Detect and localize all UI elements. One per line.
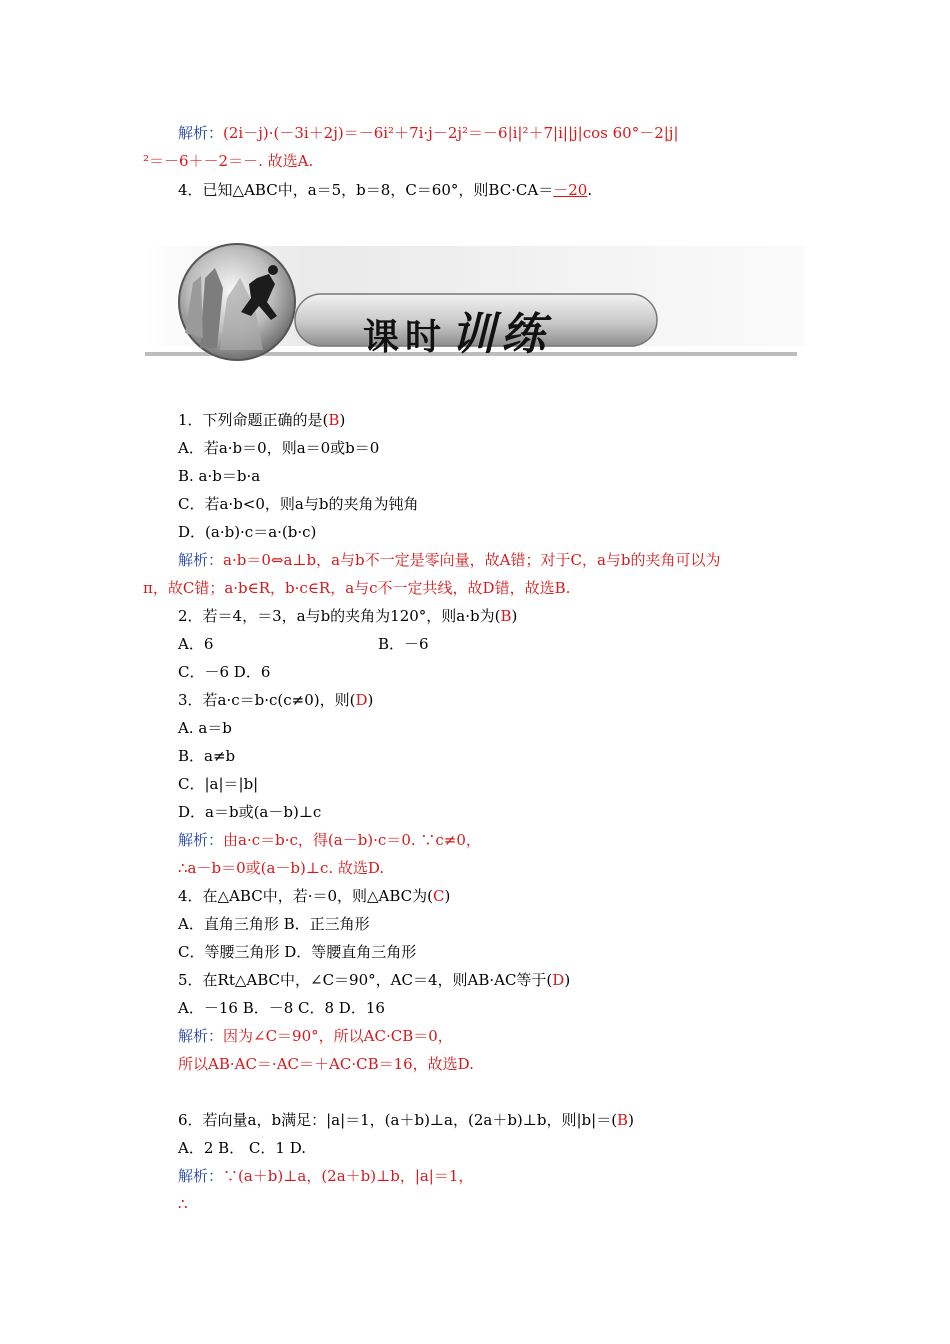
answer: B	[500, 607, 512, 625]
question-3-solution-1	[178, 830, 481, 850]
question-6-options: A．2 B． C．1 D.	[178, 1139, 306, 1157]
question-stem: 4．已知△ABC中，a＝5，b＝8，C＝60°，则BC·CA＝	[178, 181, 554, 199]
solution-label: 解析：	[178, 1027, 224, 1045]
banner-title-b: 训练	[451, 309, 552, 360]
question-4-prev	[178, 180, 592, 200]
answer: B	[328, 411, 340, 429]
solution-text: 由a·c＝b·c，得(a－b)·c＝0. ∵c≠0，	[223, 831, 481, 849]
banner-title	[363, 298, 551, 362]
solution-label: 解析：	[178, 124, 224, 142]
question-1-option-b: B. a·b＝b·a	[178, 467, 261, 485]
question-5-options: A．－16 B．－8 C．8 D．16	[178, 999, 385, 1017]
question-2-options-cd: C．－6 D．6	[178, 663, 271, 681]
top-solution-line-2: ²＝－6＋－2＝－. 故选A.	[143, 152, 314, 170]
question-5-solution-1	[178, 1026, 453, 1046]
answer: D	[552, 971, 565, 989]
question-3-option-b: B．a≠b	[178, 747, 236, 765]
stem-text: 2．若＝4，＝3，a与b的夹角为120°，则a·b为(	[178, 607, 501, 625]
stem-close: )	[339, 411, 346, 429]
solution-text: (2i－j)·(－3i＋2j)＝－6i²＋7i·j－2j²＝－6|i|²＋7|i||j|cos 60°－2|j|	[223, 124, 679, 142]
question-3-option-d: D．a＝b或(a－b)⊥c	[178, 803, 322, 821]
question-6-stem	[178, 1110, 634, 1130]
question-3-option-c: C．|a|＝|b|	[178, 775, 259, 793]
question-5-solution-2: 所以AB·AC＝·AC＝＋AC·CB＝16，故选D.	[178, 1055, 474, 1073]
question-2-option-a: A．6	[178, 635, 214, 653]
stem-close: )	[564, 971, 571, 989]
question-4-options-cd: C．等腰三角形 D．等腰直角三角形	[178, 943, 417, 961]
question-6-solution-2: ∴	[178, 1195, 188, 1213]
question-6-solution-1	[178, 1166, 473, 1186]
stem-text: 1．下列命题正确的是(	[178, 411, 329, 429]
solution-text: ∵(a＋b)⊥a，(2a＋b)⊥b，|a|＝1，	[223, 1167, 474, 1185]
answer-blank: －20	[553, 181, 588, 199]
answer: B	[617, 1111, 629, 1129]
stem-text: 4．在△ABC中，若·＝0，则△ABC为(	[178, 887, 434, 905]
stem-close: )	[511, 607, 518, 625]
stem-close: )	[367, 691, 374, 709]
question-end: .	[587, 181, 593, 199]
question-3-option-a: A. a＝b	[178, 719, 232, 737]
question-5-stem	[178, 970, 570, 990]
question-2-option-b: B．－6	[378, 635, 429, 653]
solution-label: 解析：	[178, 831, 224, 849]
section-banner	[145, 238, 805, 366]
solution-label: 解析：	[178, 1167, 224, 1185]
question-1-solution-1	[178, 550, 721, 570]
question-3-solution-2: ∴a－b＝0或(a－b)⊥c. 故选D.	[178, 859, 385, 877]
question-4-stem	[178, 886, 450, 906]
stem-text: 3．若a·c＝b·c(c≠0)，则(	[178, 691, 356, 709]
question-4-options-ab: A．直角三角形 B．正三角形	[178, 915, 370, 933]
solution-label: 解析：	[178, 551, 224, 569]
stem-text: 5．在Rt△ABC中，∠C＝90°，AC＝4，则AB·AC等于(	[178, 971, 553, 989]
stem-text: 6．若向量a，b满足：|a|＝1，(a＋b)⊥a，(2a＋b)⊥b，则|b|＝(	[178, 1111, 618, 1129]
question-1-stem	[178, 410, 345, 430]
question-3-stem	[178, 690, 373, 710]
question-1-solution-2: π，故C错；a·b∈R，b·c∈R，a与c不一定共线，故D错，故选B.	[143, 579, 571, 597]
stem-close: )	[444, 887, 451, 905]
question-2-stem	[178, 606, 517, 626]
banner-title-a: 课时	[363, 317, 448, 358]
top-solution-line-1	[178, 123, 679, 143]
question-1-option-a: A．若a·b＝0，则a＝0或b＝0	[178, 439, 380, 457]
answer: D	[355, 691, 368, 709]
question-1-option-d: D．(a·b)·c＝a·(b·c)	[178, 523, 317, 541]
solution-text: 因为∠C＝90°，所以AC·CB＝0，	[223, 1027, 453, 1045]
solution-text: a·b＝0⇔a⊥b，a与b不一定是零向量，故A错；对于C，a与b的夹角可以为	[223, 551, 721, 569]
question-1-option-c: C．若a·b<0，则a与b的夹角为钝角	[178, 495, 419, 513]
answer: C	[433, 887, 445, 905]
stem-close: )	[628, 1111, 634, 1129]
